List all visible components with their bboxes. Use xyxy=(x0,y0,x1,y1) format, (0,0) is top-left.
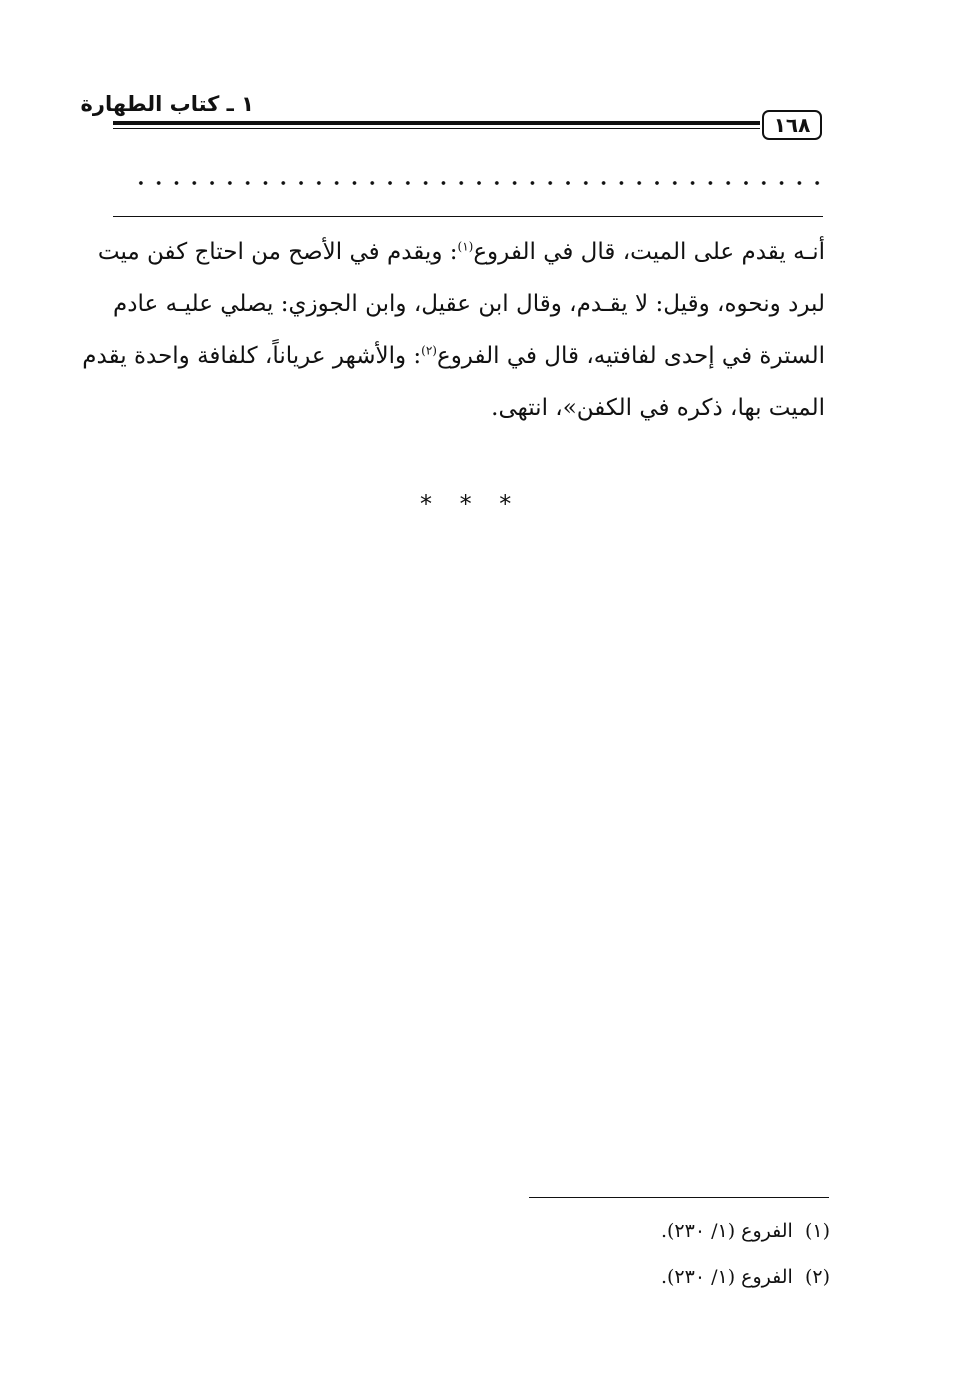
footnotes xyxy=(500,1208,830,1300)
body-paragraph xyxy=(82,226,825,434)
footnote-number: (٢) xyxy=(804,1266,830,1288)
footnote-text: الفروع (١/ ٢٣٠). xyxy=(660,1266,793,1288)
body-line: لبرد ونحوه، وقيل: لا يقـدم، وقال ابن عقيل، وابن الجوزي: يصلي عليـه عادم xyxy=(113,291,825,317)
footnote-ref[interactable]: (٢) xyxy=(421,343,437,358)
footnote-number: (١) xyxy=(804,1220,830,1242)
footnote-text: الفروع (١/ ٢٣٠). xyxy=(660,1220,793,1242)
footnote-item xyxy=(500,1254,830,1300)
section-separator: * * * xyxy=(420,490,522,518)
body-text-segment: : ويقدم في الأصح من احتاج كفن ميت xyxy=(97,239,458,265)
footnote-rule xyxy=(529,1197,829,1198)
section-divider xyxy=(113,216,823,217)
body-text-segment: : والأشهر عرياناً، كلفافة واحدة يقدم xyxy=(82,343,422,369)
body-line xyxy=(82,330,825,382)
chapter-title: ١ ـ كتاب الطهارة xyxy=(80,92,254,116)
footnote-ref[interactable]: (١) xyxy=(457,239,474,254)
footnote-item xyxy=(500,1208,830,1254)
body-text-segment: أنـه يقدم على الميت، قال في الفروع xyxy=(473,239,825,265)
header-rule xyxy=(113,121,760,125)
body-text-segment: السترة في إحدى لفافتيه، قال في الفروع xyxy=(436,343,825,369)
body-line xyxy=(97,226,825,278)
header-rule-thin xyxy=(113,128,760,129)
body-line: الميت بها، ذكره في الكفن»، انتهى. xyxy=(491,395,825,421)
page-number: ١٦٨ xyxy=(762,110,822,140)
omission-dots xyxy=(132,176,822,190)
